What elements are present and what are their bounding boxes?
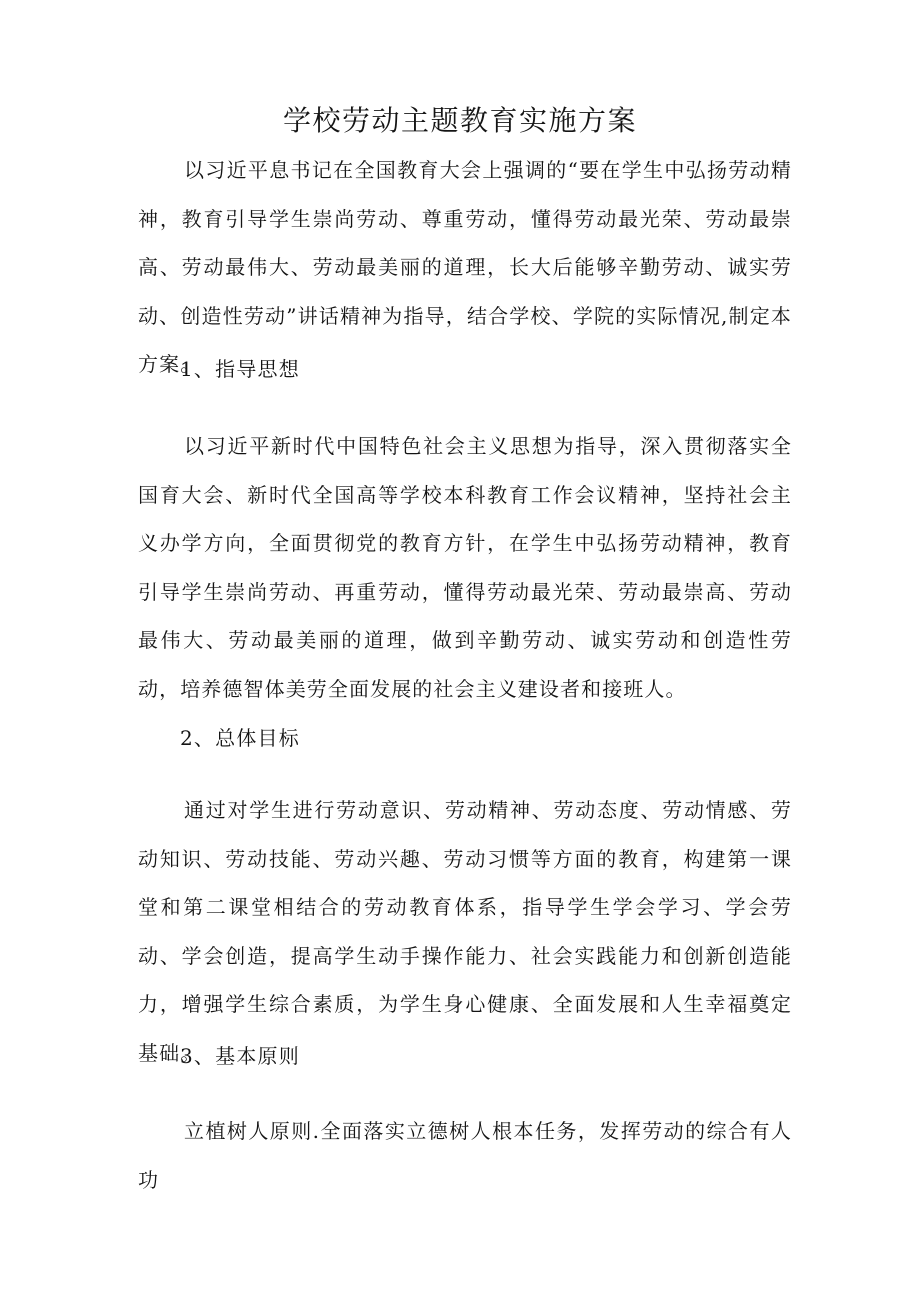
section-body-guiding-ideology: 以习近平新时代中国特色社会主义思想为指导，深入贯彻落实全国育大会、新时代全国高等学校本科教育工作会议精神，坚持社会主义办学方向，全面贯彻党的教育方针，在学生中弘扬劳动精神，教育引导学生崇尚劳动、再重劳动，懂得劳动最光荣、劳动最崇高、劳动最伟大、劳动最美丽的道理，做到辛勤劳动、诚实劳动和创造性劳动，培养德智体美劳全面发展的社会主义建设者和接班人。 bbox=[138, 434, 792, 701]
section-body-overall-goal: 通过对学生进行劳动意识、劳动精神、劳动态度、劳动情感、劳动知识、劳动技能、劳动兴趣、劳动习惯等方面的教育，构建第一课堂和第二课堂相结合的劳动教育体系，指导学生学会学习、学会劳动、学会创造，提高学生动手操作能力、社会实践能力和创新创造能力，增强学生综合素质，为学生身心健康、全面发展和人生幸福奠定基础。 bbox=[138, 798, 792, 1065]
section-heading-basic-principles: 3、基本原则 bbox=[180, 1044, 300, 1068]
intro-paragraph: 以习近平息书记在全国教育大会上强调的“要在学生中弘扬劳动精神，教育引导学生崇尚劳动、尊重劳动，懂得劳动最光荣、劳动最崇高、劳动最伟大、劳动最美丽的道理，长大后能够辛勤劳动、诚实劳动、创造性劳动”讲话精神为指导，结合学校、学院的实际情况,制定本方案。 bbox=[138, 158, 792, 377]
section-body-basic-principles: 立植树人原则.全面落实立德树人根本任务，发挥劳动的综合有人功 bbox=[138, 1119, 792, 1192]
section-heading-guiding-ideology: 1、指导思想 bbox=[180, 357, 300, 381]
document-title: 学校劳动主题教育实施方案 bbox=[282, 104, 637, 137]
section-heading-overall-goal: 2、总体目标 bbox=[180, 726, 300, 750]
